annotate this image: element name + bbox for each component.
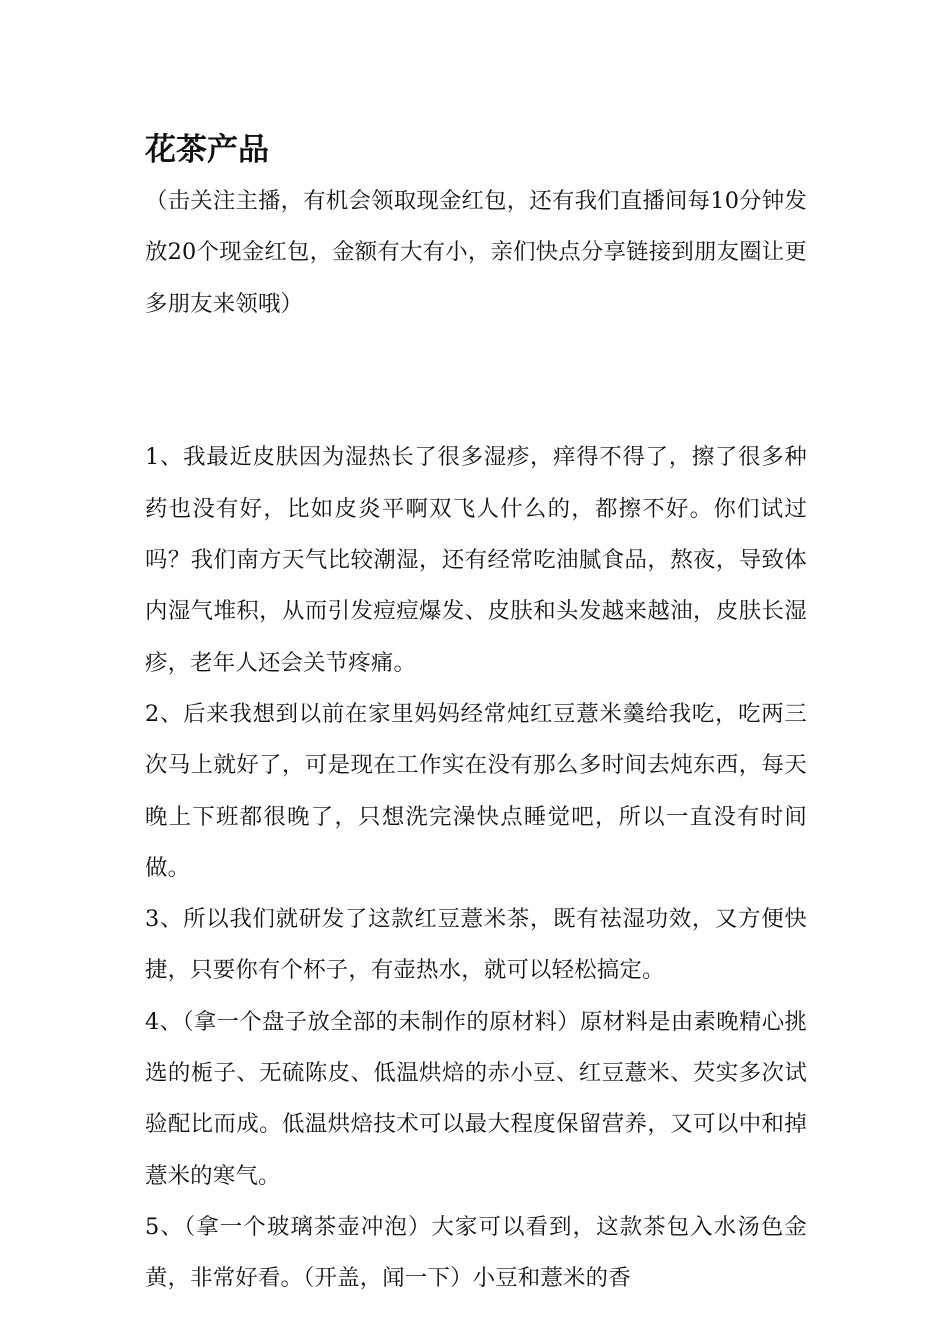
- body-paragraph-1: 1、我最近皮肤因为湿热长了很多湿疹，痒得不得了，擦了很多种药也没有好，比如皮炎平啊双飞人什么的，都擦不好。你们试过吗？我们南方天气比较潮湿，还有经常吃油腻食品，熬夜，导致体内湿气堆积，从而引发痘痘爆发、皮肤和头发越来越油，皮肤长湿疹，老年人还会关节疼痛。: [145, 444, 807, 676]
- intro-paragraph: （击关注主播，有机会领取现金红包，还有我们直播间每10分钟发放20个现金红包，金额有大有小，亲们快点分享链接到朋友圈让更多朋友来领哦）: [145, 188, 807, 317]
- blank-line: [145, 330, 807, 381]
- body-paragraph-3: 3、所以我们就研发了这款红豆薏米茶，既有祛湿功效，又方便快捷，只要你有个杯子，有壶热水，就可以轻松搞定。: [145, 906, 807, 984]
- body-paragraph-4: 4、（拿一个盘子放全部的未制作的原材料）原材料是由素晚精心挑选的栀子、无硫陈皮、低温烘焙的赤小豆、红豆薏米、芡实多次试验配比而成。低温烘焙技术可以最大程度保留营养，又可以中和掉薏米的寒气。: [145, 1008, 807, 1189]
- body-paragraph-5: 5、（拿一个玻璃茶壶冲泡）大家可以看到，这款茶包入水汤色金黄，非常好看。（开盖，闻一下）小豆和薏米的香: [145, 1213, 807, 1292]
- document-title: 花茶产品: [145, 132, 269, 168]
- blank-line: [145, 381, 807, 432]
- document-page: [145, 124, 807, 1305]
- body-paragraph-2: 2、后来我想到以前在家里妈妈经常炖红豆薏米羹给我吃，吃两三次马上就好了，可是现在工作实在没有那么多时间去炖东西，每天晚上下班都很晚了，只想洗完澡快点睡觉吧，所以一直没有时间做。: [145, 700, 807, 881]
